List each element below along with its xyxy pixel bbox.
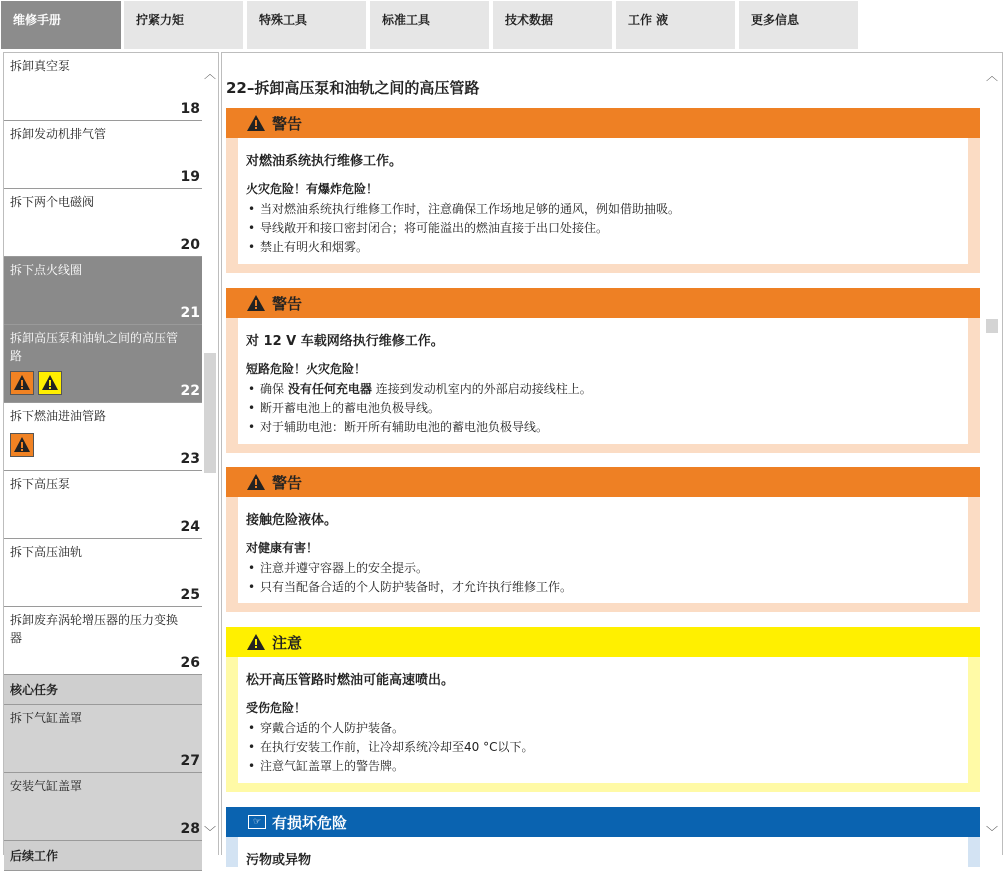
tab-special-tools[interactable]: 特殊工具 <box>247 1 366 49</box>
caution-bullets <box>246 719 533 776</box>
warning-triangle-icon <box>246 633 266 651</box>
warning-bullets <box>246 200 680 257</box>
bullet-item: • 导线敞开和接口密封闭合；将可能溢出的燃油直接于出口处接住。 <box>246 219 680 238</box>
notice-box <box>226 807 980 867</box>
list-item-title: 拆卸发动机排气管 <box>10 127 107 141</box>
list-item[interactable] <box>4 607 202 675</box>
warning-icon <box>10 433 34 457</box>
warning-header <box>226 108 980 138</box>
list-item[interactable] <box>4 53 202 121</box>
warning-situation: 接触危险液体。 <box>246 513 338 528</box>
list-item[interactable] <box>4 539 202 607</box>
procedure-list-panel <box>3 52 219 863</box>
notice-header <box>226 807 980 837</box>
tab-technical-data[interactable]: 技术数据 <box>493 1 612 49</box>
list-item-title: 拆卸废弃涡轮增压器的压力变换器 <box>10 613 179 645</box>
warning-body <box>238 138 968 264</box>
warning-header <box>226 467 980 497</box>
list-item[interactable] <box>4 257 202 325</box>
list-item[interactable] <box>4 121 202 189</box>
list-item[interactable] <box>4 471 202 539</box>
bullet-item: • 只有当配备合适的个人防护装备时，才允许执行维修工作。 <box>246 578 572 597</box>
warning-triangle-icon <box>246 473 266 491</box>
page-title: 22–拆卸高压泵和油轨之间的高压管路 <box>226 79 480 97</box>
caution-box <box>226 627 980 792</box>
scroll-down-icon[interactable]: ﹀ <box>204 825 217 839</box>
warning-situation: 对燃油系统执行维修工作。 <box>246 154 403 169</box>
warning-triangle-icon <box>246 114 266 132</box>
bullet-item: • 断开蓄电池上的蓄电池负极导线。 <box>246 399 592 418</box>
warning-situation: 对 12 V 车载网络执行维修工作。 <box>246 334 444 349</box>
warning-box <box>226 467 980 612</box>
list-item-title: 拆下高压油轨 <box>10 545 83 559</box>
tab-torque[interactable]: 拧紧力矩 <box>124 1 243 49</box>
warning-triangle-icon <box>246 294 266 312</box>
left-scrollbar[interactable] <box>202 53 218 856</box>
bullet-item <box>246 380 592 399</box>
bullet-item: • 穿戴合适的个人防护装备。 <box>246 719 533 738</box>
list-item[interactable] <box>4 773 202 841</box>
list-item-number: 27 <box>180 753 200 769</box>
list-item-title: 拆下燃油进油管路 <box>10 409 107 423</box>
tab-fluids[interactable]: 工作 液 <box>616 1 735 49</box>
list-item-number: 23 <box>180 451 200 467</box>
procedure-content-panel <box>221 52 1003 868</box>
warning-hazard: 火灾危险！有爆炸危险！ <box>246 182 379 196</box>
warning-label: 警告 <box>272 115 303 133</box>
list-item-number: 24 <box>180 519 200 535</box>
list-item-number: 21 <box>180 305 200 321</box>
warning-label: 警告 <box>272 295 303 313</box>
list-item-number: 22 <box>180 383 200 399</box>
bullet-item: • 注意并遵守容器上的安全提示。 <box>246 559 572 578</box>
bullet-item: • 在执行安装工作前，让冷却系统冷却至40 °C以下。 <box>246 738 533 757</box>
bullet-text: 确保 <box>260 382 285 396</box>
warning-box <box>226 288 980 453</box>
list-item-number: 25 <box>180 587 200 603</box>
list-item-title: 拆下高压泵 <box>10 477 71 491</box>
caution-label: 注意 <box>272 634 303 652</box>
warning-label: 警告 <box>272 474 303 492</box>
list-item-number: 18 <box>180 101 200 117</box>
warning-hazard: 短路危险！火灾危险！ <box>246 362 367 376</box>
tab-standard-tools[interactable]: 标准工具 <box>370 1 489 49</box>
bullet-item: • 当对燃油系统执行维修工作时，注意确保工作场地足够的通风，例如借助抽吸。 <box>246 200 680 219</box>
list-item-number: 28 <box>180 821 200 837</box>
warning-body <box>238 318 968 444</box>
list-item-title: 拆下气缸盖罩 <box>10 711 83 725</box>
caution-situation: 松开高压管路时燃油可能高速喷出。 <box>246 673 455 688</box>
list-item-title: 拆卸真空泵 <box>10 59 71 73</box>
bullet-item: • 注意气缸盖罩上的警告牌。 <box>246 757 533 776</box>
list-item[interactable] <box>4 189 202 257</box>
list-item-title: 拆卸高压泵和油轨之间的高压管路 <box>10 331 179 363</box>
list-item-title: 安装气缸盖罩 <box>10 779 83 793</box>
caution-body <box>238 657 968 783</box>
warning-box <box>226 108 980 273</box>
list-item-title: 拆下两个电磁阀 <box>10 195 95 209</box>
warning-body <box>238 497 968 603</box>
list-item[interactable] <box>4 705 202 773</box>
warning-header <box>226 288 980 318</box>
scroll-thumb[interactable] <box>986 319 998 333</box>
top-tab-bar <box>0 0 1003 52</box>
bullet-item: • 禁止有明火和烟雾。 <box>246 238 680 257</box>
bullet-text: 连接到发动机室内的外部启动接线柱上。 <box>375 382 592 396</box>
warning-hazard: 对健康有害！ <box>246 541 319 555</box>
caution-header <box>226 627 980 657</box>
section-header-follow-up: 后续工作 <box>4 841 202 871</box>
bullet-emphasis: 没有任何充电器 <box>287 382 372 396</box>
notice-situation: 污物或异物 <box>246 853 312 868</box>
warning-icon <box>10 371 34 395</box>
list-item-number: 20 <box>180 237 200 253</box>
warning-bullets <box>246 380 592 437</box>
list-item[interactable] <box>4 403 202 471</box>
notice-body <box>238 837 968 877</box>
hand-pointer-icon: ☞ <box>248 815 266 829</box>
warning-bullets <box>246 559 572 597</box>
caution-hazard: 受伤危险！ <box>246 701 307 715</box>
tab-more-info[interactable]: 更多信息 <box>739 1 858 49</box>
list-item-title: 拆下点火线圈 <box>10 263 83 277</box>
right-scrollbar[interactable] <box>984 53 1000 856</box>
caution-icon <box>38 371 62 395</box>
list-item-selected[interactable] <box>4 325 202 403</box>
scroll-thumb[interactable] <box>204 353 216 473</box>
section-header-core-tasks: 核心任务 <box>4 675 202 705</box>
bullet-item: • 对于辅助电池：断开所有辅助电池的蓄电池负极导线。 <box>246 418 592 437</box>
scroll-up-icon[interactable]: ︿ <box>204 67 217 81</box>
notice-label: 有损坏危险 <box>272 814 348 832</box>
scroll-up-icon[interactable]: ︿ <box>986 69 999 83</box>
tab-repair-manual[interactable]: 维修手册 <box>1 1 121 49</box>
list-item-number: 19 <box>180 169 200 185</box>
list-item-number: 26 <box>180 655 200 671</box>
scroll-down-icon[interactable]: ﹀ <box>986 825 999 839</box>
